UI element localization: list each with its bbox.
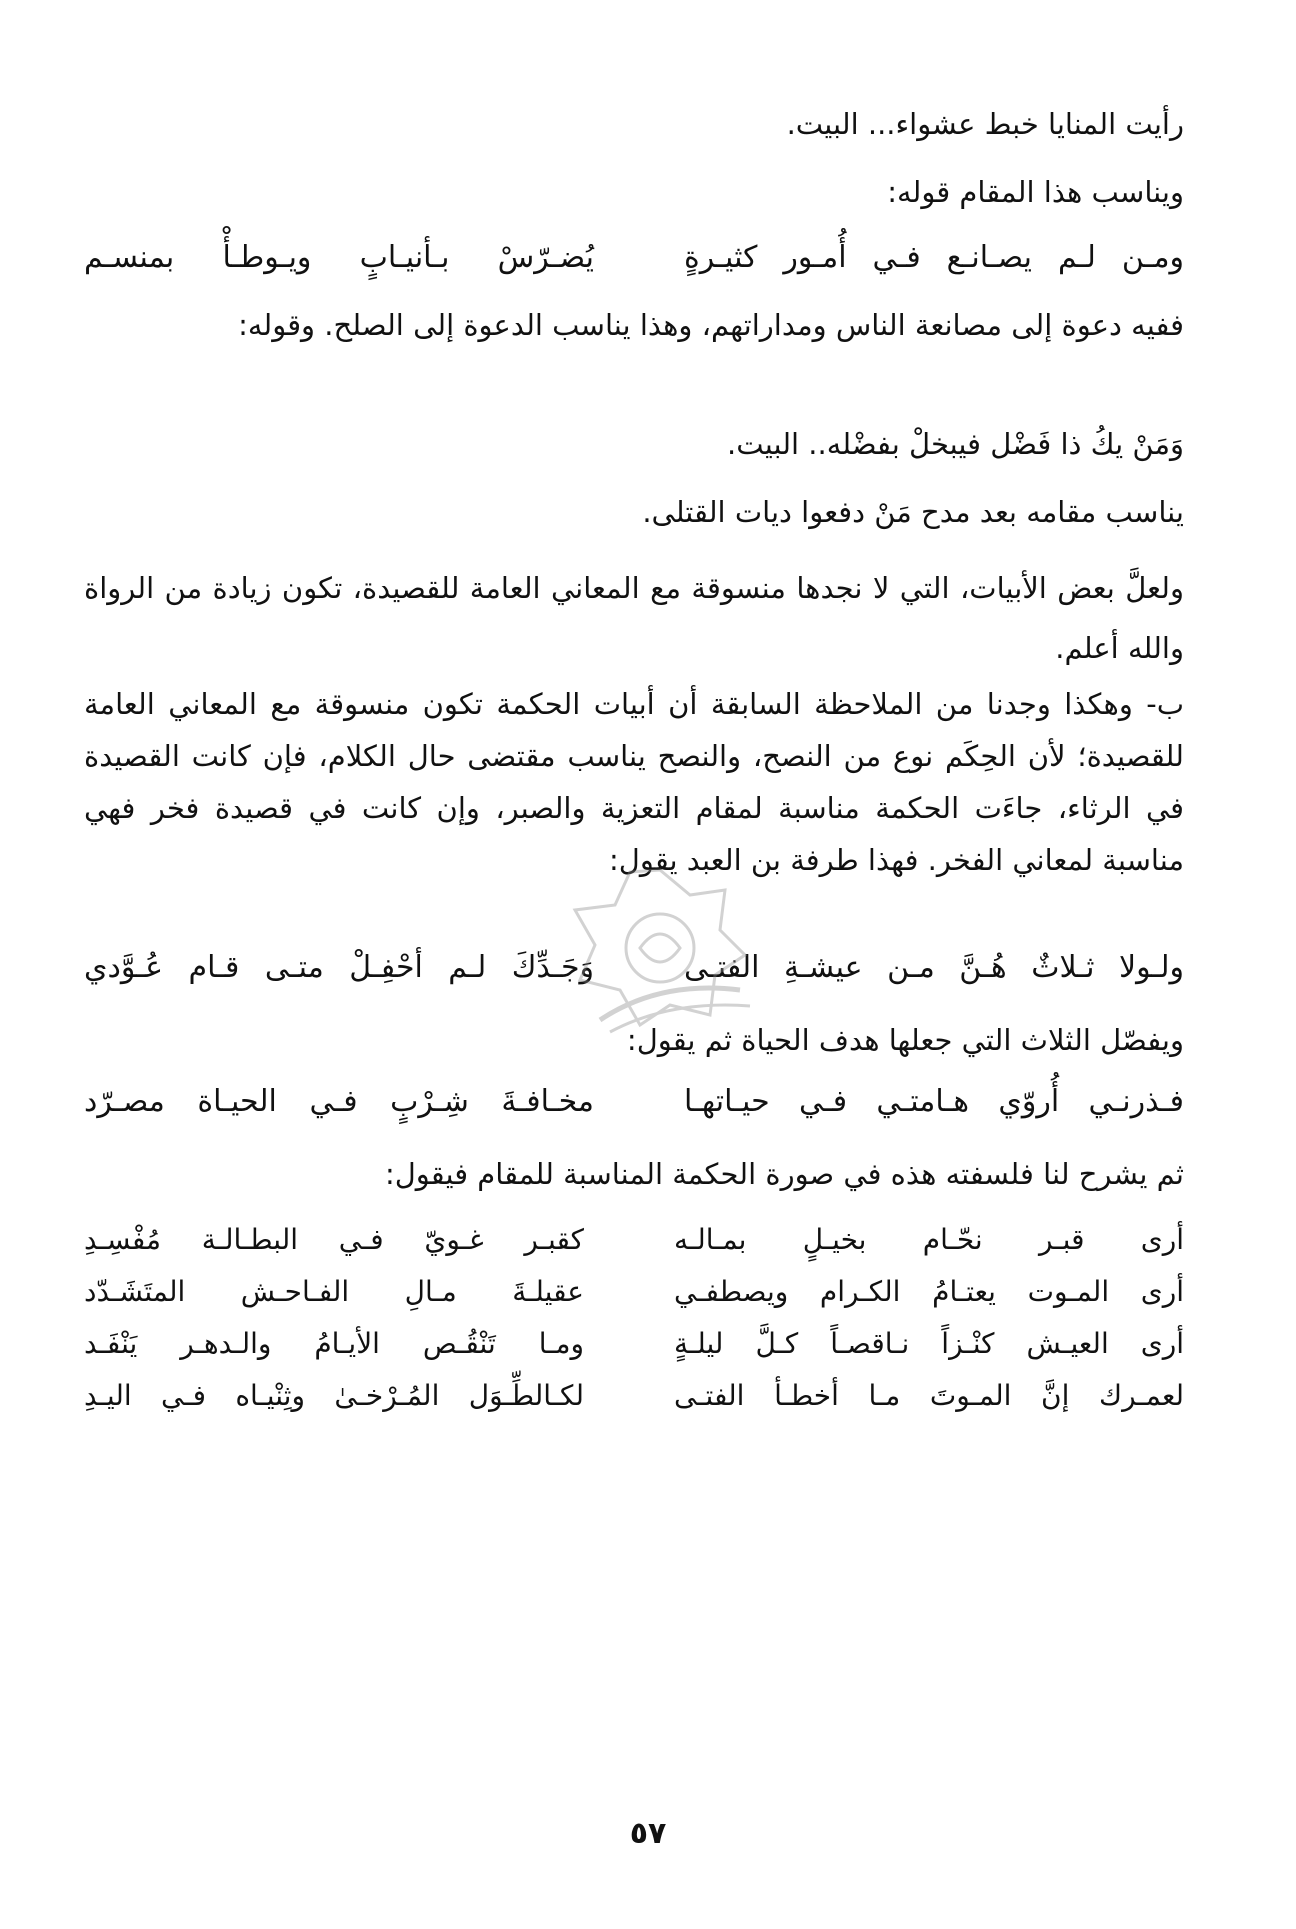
verse-second-hemistich: كقبـر غـويّ فـي البطـالـة مُفْسِـدِ bbox=[84, 1223, 584, 1256]
verse-first-hemistich: ولـولا ثـلاثٌ هُـنَّ مـن عيشـةِ الفتـى bbox=[684, 950, 1184, 985]
paragraph: ب- وهكذا وجدنا من الملاحظة السابقة أن أبيات الحكمة تكون منسوقة مع المعاني العامة للقصيدة؛ لأن الحِكَم نوع من النصح، والنصح يناسب مقتضى حال الكلام، فإن كانت القصيدة في الرثاء، جاءَت الحكمة مناسبة لمقام التعزية والصبر، وإن كانت في قصيدة فخر فهي مناسبة لمعاني الفخر. فهذا طرفة بن العبد يقول: bbox=[84, 687, 1184, 877]
text-line: ثم يشرح لنا فلسفته هذه في صورة الحكمة المناسبة للمقام فيقول: bbox=[384, 1157, 1184, 1191]
poem-row bbox=[84, 1214, 1184, 1266]
verse-second-hemistich: ومـا تَنْقُـص الأيـامُ والـدهـر يَنْفَـد bbox=[84, 1327, 584, 1360]
verse-line bbox=[84, 1076, 1184, 1128]
text-line: وَمَنْ يكُ ذا فَضْل فيبخلْ بفضْله.. البيت. bbox=[727, 427, 1184, 461]
verse-second-hemistich: مخـافـةَ شِـرْبٍ فـي الحيـاة مصـرّد bbox=[84, 1084, 594, 1119]
text-line: ويناسب هذا المقام قوله: bbox=[887, 175, 1184, 209]
page-number: ٥٧ bbox=[629, 1816, 667, 1851]
verse-first-hemistich: أرى المـوت يعتـامُ الكـرام ويصطفـي bbox=[674, 1275, 1184, 1308]
verse-first-hemistich: أرى قبـر نحّـام بخيـلٍ بمـالـه bbox=[674, 1223, 1184, 1256]
library-seal-icon bbox=[540, 850, 780, 1050]
text-line: يناسب مقامه بعد مدح مَنْ دفعوا ديات القتلى. bbox=[642, 495, 1184, 529]
verse-first-hemistich: ومـن لـم يصـانـع فـي أُمـور كثيـرةٍ bbox=[684, 240, 1184, 275]
poem-row bbox=[84, 1318, 1184, 1370]
verse-first-hemistich: أرى العيـش كنْـزاً نـاقصـاً كـلَّ ليلـةٍ bbox=[674, 1327, 1184, 1360]
paragraph: ولعلَّ بعض الأبيات، التي لا نجدها منسوقة مع المعاني العامة للقصيدة، تكون زيادة من الرواة والله أعلم. bbox=[84, 571, 1184, 665]
verse-second-hemistich: لكـالطِّـوَل المُـرْخـىٰ وثِنْيـاه فـي اليـدِ bbox=[84, 1379, 584, 1412]
verse-first-hemistich: لعمـرك إنَّ المـوتَ مـا أخطـأ الفتـى bbox=[674, 1379, 1184, 1412]
poem-row bbox=[84, 1370, 1184, 1422]
verse-first-hemistich: فـذرنـي أُروّي هـامتـي فـي حيـاتهـا bbox=[684, 1084, 1184, 1119]
poem-row bbox=[84, 1266, 1184, 1318]
text-line: ويفصّل الثلاث التي جعلها هدف الحياة ثم يقول: bbox=[626, 1023, 1184, 1057]
text-line: رأيت المنايا خبط عشواء... البيت. bbox=[786, 107, 1184, 141]
verse-line bbox=[84, 232, 1184, 284]
verse-second-hemistich: عقيلـةَ مـالِ الفـاحـش المتَشَـدّد bbox=[84, 1275, 584, 1308]
verse-second-hemistich: وَجَـدِّكَ لـم أحْفِـلْ متـى قـام عُـوَّدي bbox=[84, 950, 594, 985]
poem-block bbox=[84, 1214, 1184, 1422]
verse-second-hemistich: يُضـرّسْ بـأنيـابٍ ويـوطـأْ بمنسـم bbox=[84, 240, 594, 275]
paragraph: ففيه دعوة إلى مصانعة الناس ومداراتهم، وهذا يناسب الدعوة إلى الصلح. وقوله: bbox=[238, 308, 1184, 342]
